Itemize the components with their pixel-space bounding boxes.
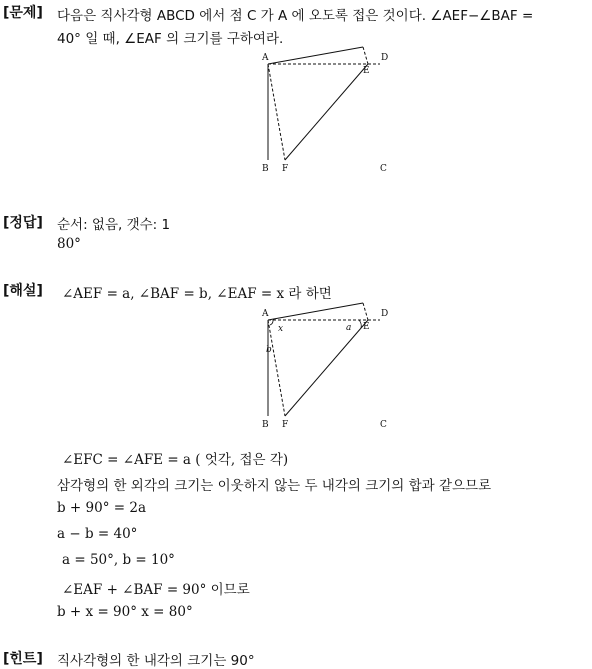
vertex-d: D bbox=[381, 53, 389, 63]
fold-edge-ae bbox=[268, 47, 363, 64]
solution-label: [해설] bbox=[3, 283, 43, 299]
problem-text-line2: 40° 일 때, ∠EAF 의 크기를 구하여라. bbox=[57, 31, 284, 47]
vertex-a: A bbox=[262, 53, 269, 63]
answer-order: 순서: 없음, 갯수: 1 bbox=[57, 217, 171, 233]
segment-af bbox=[268, 320, 285, 416]
vertex-f: F bbox=[282, 420, 289, 430]
vertex-b: B bbox=[262, 164, 269, 174]
vertex-a: A bbox=[262, 309, 269, 319]
solution-intro: ∠AEF = a, ∠BAF = b, ∠EAF = x 라 하면 bbox=[62, 286, 332, 302]
segment-af bbox=[268, 64, 285, 160]
vertex-c: C bbox=[380, 164, 387, 174]
angle-arc-x bbox=[270, 320, 273, 325]
answer-label: [정답] bbox=[3, 215, 43, 231]
answer-value: 80° bbox=[57, 236, 81, 252]
solution-line-6: ∠EAF + ∠BAF = 90° 이므로 bbox=[62, 582, 250, 598]
solution-line-5: a = 50°, b = 10° bbox=[62, 552, 175, 568]
solution-line-4: a − b = 40° bbox=[57, 526, 138, 542]
hint-text: 직사각형의 한 내각의 크기는 90° bbox=[57, 653, 255, 669]
fold-edge-ae bbox=[268, 303, 363, 320]
problem-text-line1: 다음은 직사각형 ABCD 에서 점 C 가 A 에 오도록 접은 것이다. ∠AEF−∠BAF = bbox=[57, 8, 534, 24]
solution-line-7: b + x = 90° x = 80° bbox=[57, 604, 193, 620]
solution-line-2: 삼각형의 한 외각의 크기는 이웃하지 않는 두 내각의 크기의 합과 같으므로 bbox=[57, 478, 492, 494]
problem-figure bbox=[250, 44, 400, 176]
vertex-e: E bbox=[363, 322, 370, 332]
angle-label-b: b bbox=[266, 345, 272, 355]
folded-side bbox=[363, 47, 368, 64]
folded-side bbox=[363, 303, 368, 320]
vertex-d: D bbox=[381, 309, 389, 319]
vertex-f: F bbox=[282, 164, 289, 174]
fold-line-ef bbox=[285, 64, 368, 160]
problem-label: [문제] bbox=[3, 5, 43, 21]
vertex-e: E bbox=[363, 66, 370, 76]
solution-line-1: ∠EFC = ∠AFE = a ( 엇각, 접은 각) bbox=[62, 452, 289, 468]
solution-figure bbox=[250, 300, 400, 432]
angle-label-x: x bbox=[278, 324, 284, 334]
fold-line-ef bbox=[285, 320, 368, 416]
angle-label-a: a bbox=[346, 323, 352, 333]
hint-label: [힌트] bbox=[3, 651, 43, 667]
angle-arc-a bbox=[359, 320, 361, 328]
vertex-b: B bbox=[262, 420, 269, 430]
solution-line-3: b + 90° = 2a bbox=[57, 500, 146, 516]
vertex-c: C bbox=[380, 420, 387, 430]
